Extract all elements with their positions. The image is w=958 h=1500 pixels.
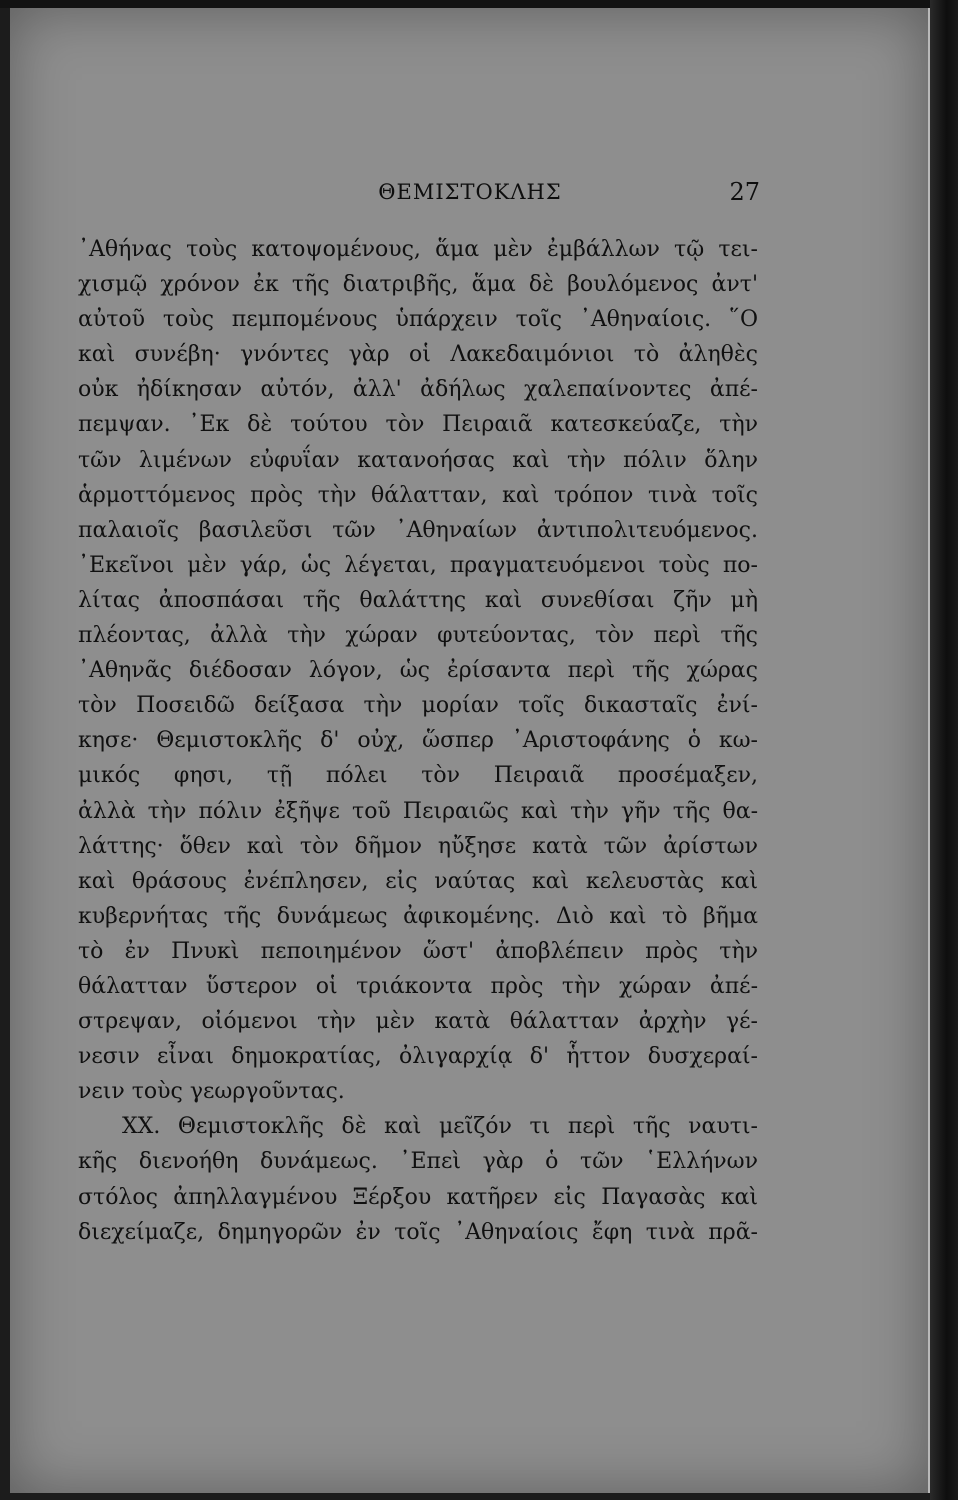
text-line: καὶ συνέβη· γνόντες γὰρ οἱ Λακεδαιμόνιοι τὸ ἀληθὲς: [78, 342, 758, 368]
text-line: ᾿Αθηνᾶς διέδοσαν λόγον, ὡς ἐρίσαντα περὶ τῆς χώρας: [78, 658, 758, 684]
text-line: θάλατταν ὕστερον οἱ τριάκοντα πρὸς τὴν χώραν ἀπέ-: [78, 973, 758, 999]
text-line: στρεψαν, οἰόμενοι τὴν μὲν κατὰ θάλατταν ἀρχὴν γέ-: [78, 1009, 758, 1035]
text-line: μικός φησι, τῇ πόλει τὸν Πειραιᾶ προσέμαξεν,: [78, 763, 758, 789]
text-line: τὸ ἐν Πνυκὶ πεποιημένον ὥστ' ἀποβλέπειν πρὸς τὴν: [78, 938, 758, 964]
text-line: πλέοντας, ἀλλὰ τὴν χώραν φυτεύοντας, τὸν περὶ τῆς: [78, 623, 758, 649]
text-line: ᾿Εκεῖνοι μὲν γάρ, ὡς λέγεται, πραγματευόμενοι τοὺς πο-: [78, 552, 758, 578]
running-header: [0, 178, 958, 212]
text-line: πεμψαν. ᾿Εκ δὲ τούτου τὸν Πειραιᾶ κατεσκεύαζε, τὴν: [78, 412, 758, 438]
text-line: τῶν λιμένων εὐφυΐαν κατανοήσας καὶ τὴν πόλιν ὅλην: [78, 447, 758, 473]
text-line: κησε· Θεμιστοκλῆς δ' οὐχ, ὥσπερ ᾿Αριστοφάνης ὁ κω-: [78, 728, 758, 754]
body-text: [78, 232, 758, 1250]
section-start-line: XX. Θεμιστοκλῆς δὲ καὶ μεῖζόν τι περὶ τῆς ναυτι-: [122, 1114, 758, 1140]
page-number: 27: [729, 178, 760, 206]
text-line: αὐτοῦ τοὺς πεμπομένους ὑπάρχειν τοῖς ᾿Αθηναίοις. ῞Ο: [78, 307, 758, 333]
text-line: λίτας ἀποσπάσαι τῆς θαλάττης καὶ συνεθίσαι ζῆν μὴ: [78, 587, 758, 613]
text-line: λάττης· ὅθεν καὶ τὸν δῆμον ηὔξησε κατὰ τῶν ἀρίστων: [78, 833, 758, 859]
text-line: καὶ θράσους ἐνέπλησεν, εἰς ναύτας καὶ κελευστὰς καὶ: [78, 868, 758, 894]
text-line: στόλος ἀπηλλαγμένου Ξέρξου κατῆρεν εἰς Παγασὰς καὶ: [78, 1184, 758, 1210]
text-line: ἁρμοττόμενος πρὸς τὴν θάλατταν, καὶ τρόπον τινὰ τοῖς: [78, 482, 758, 508]
text-line: οὐκ ἠδίκησαν αὐτόν, ἀλλ' ἀδήλως χαλεπαίνοντες ἀπέ-: [78, 377, 758, 403]
text-line: κῆς διενοήθη δυνάμεως. ᾿Επεὶ γὰρ ὁ τῶν ῾Ελλήνων: [78, 1149, 758, 1175]
text-line: χισμῷ χρόνον ἐκ τῆς διατριβῆς, ἅμα δὲ βουλόμενος ἀντ': [78, 272, 758, 298]
scan-right-edge: [930, 0, 958, 1500]
text-line: τὸν Ποσειδῶ δείξασα τὴν μορίαν τοῖς δικασταῖς ἐνί-: [78, 693, 758, 719]
text-line: νεσιν εἶναι δημοκρατίας, ὀλιγαρχίᾳ δ' ἧττον δυσχεραί-: [78, 1044, 758, 1070]
text-line: ἀλλὰ τὴν πόλιν ἐξῆψε τοῦ Πειραιῶς καὶ τὴν γῆν τῆς θα-: [78, 798, 758, 824]
text-line: παλαιοῖς βασιλεῦσι τῶν ᾿Αθηναίων ἀντιπολιτευόμενος.: [78, 517, 758, 543]
text-line: κυβερνήτας τῆς δυνάμεως ἀφικομένης. Διὸ καὶ τὸ βῆμα: [78, 903, 758, 929]
scan-top-edge: [0, 0, 958, 8]
text-line: νειν τοὺς γεωργοῦντας.: [78, 1079, 345, 1105]
text-line: διεχείμαζε, δημηγορῶν ἐν τοῖς ᾿Αθηναίοις ἔφη τινὰ πρᾶ-: [78, 1219, 758, 1245]
running-title: ΘΕΜΙΣΤΟΚΛΗΣ: [378, 180, 562, 204]
text-line: ᾿Αθήνας τοὺς κατοψομένους, ἅμα μὲν ἐμβάλλων τῷ τει-: [78, 237, 758, 262]
